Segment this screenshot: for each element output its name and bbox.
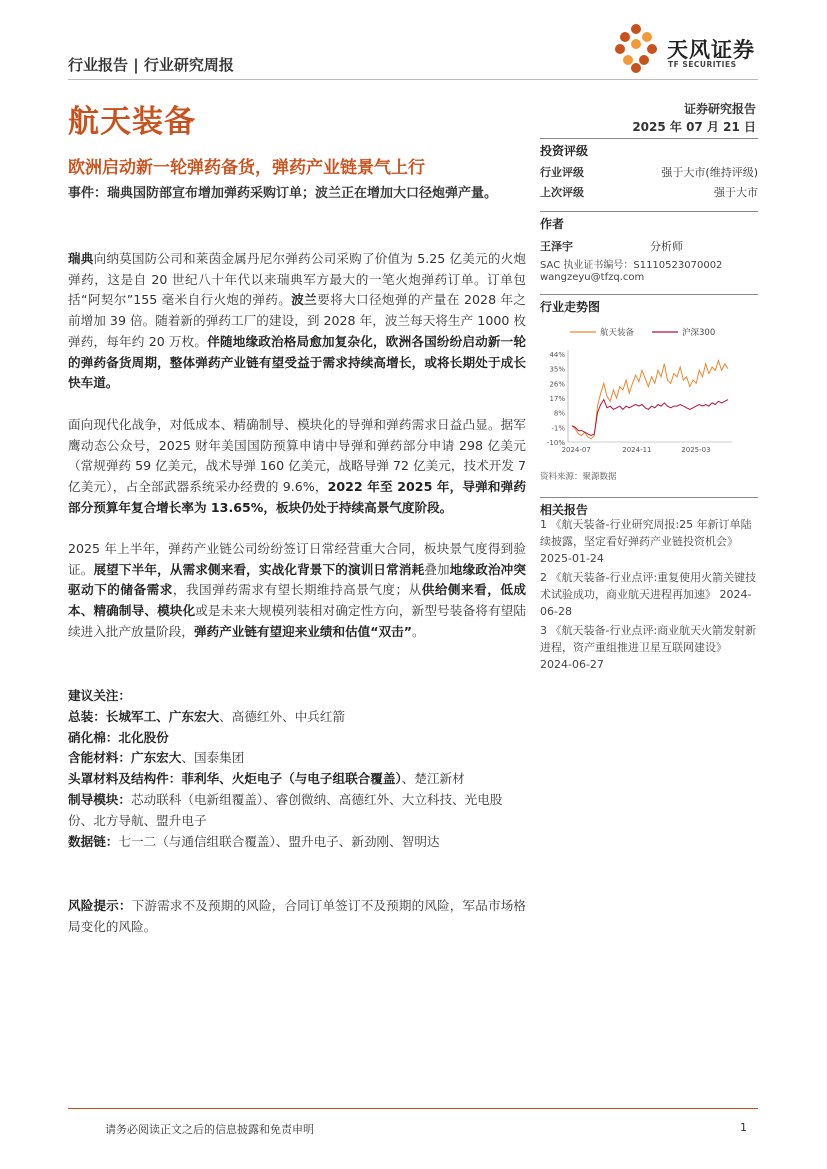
legend-label: 航天装备	[600, 328, 635, 338]
report-type: 证券研究报告	[683, 102, 756, 116]
recommend-rest: 、楚江新材	[401, 771, 465, 787]
recommend-bold: 北化股份	[118, 729, 169, 745]
bold-text: 地缘政治冲突驱动下的储备需求	[68, 561, 527, 598]
recommend-rest: 、国泰集团	[181, 750, 245, 766]
bold-text: 瑞典	[68, 251, 94, 266]
related-block	[540, 497, 758, 518]
y-tick-label: 17%	[549, 395, 565, 403]
page-number: 1	[740, 1121, 747, 1134]
prev-rating-label: 上次评级	[540, 186, 584, 199]
bold-text: 波兰	[291, 292, 318, 308]
bold-text: 2022 年至 2025 年，导弹和弹药部分预算年复合增长率为 13.65%，板块仍处于持续高景气度阶段。	[68, 479, 526, 515]
event-summary: 事件：瑞典国防部宣布增加弹药采购订单；波兰正在增加大口径炮弹产量。	[68, 186, 498, 201]
sector-title: 航天装备	[68, 104, 196, 140]
legend-label: 沪深300	[682, 328, 716, 338]
y-tick-label: 8%	[553, 409, 565, 418]
divider	[540, 497, 758, 498]
recommend-rest: 、高德红外、中兵红箭	[219, 708, 346, 724]
y-tick-label: 35%	[549, 365, 565, 374]
author-head: 作者	[540, 217, 565, 231]
logo-en: TF SECURITIES	[668, 60, 737, 69]
tf-logo-icon	[610, 22, 662, 74]
y-tick-label: -10%	[546, 439, 565, 447]
footer-disclaimer[interactable]: 请务必阅读正文之后的信息披露和免责申明	[105, 1123, 314, 1136]
bold-text: 伴随地缘政治格局愈加复杂化，欧洲各国纷纷启动新一轮的弹药备货周期，整体弹药产业链有望受益于需求持续高增长，或将长期处于成长快车道。	[68, 333, 526, 391]
rating-head: 投资评级	[540, 144, 589, 158]
y-tick-label: -1%	[551, 424, 565, 433]
related-list	[540, 516, 758, 675]
recommend-label: 硝化棉：	[68, 729, 119, 745]
text: 面向现代化战争，对低成本、精确制导、模块化的导弹和弹药需求日益凸显。据军鹰动态公众号，2025 财年美国国防预算申请中导弹和弹药部分申请 298 亿美元（常规弹药 59 亿美元，战术导弹 160 亿美元，战略导弹 72 亿美元，技术开发 7 亿美元），占全部武器系统采办经费的 9.6%，	[68, 417, 526, 495]
divider	[540, 138, 758, 139]
author-row	[540, 238, 758, 254]
bold-text: 供给侧来看，低成本、精确制导、模块化	[68, 582, 527, 619]
text: 要将大口径炮弹的产量在 2028 年之前增加 39 倍。随着新的弹药工厂的建设，到 2028 年，波兰每天将生产 1000 枚弹药，每年约 20 万枚。	[68, 292, 527, 349]
recommend-item	[68, 832, 526, 853]
text: 或是未来大规模列装相对确定性方向，新型号装备将有望陆续进入批产放量阶段，	[68, 603, 527, 639]
recommend-bold: 长城军工、广东宏大	[105, 708, 220, 724]
divider	[540, 294, 758, 295]
recommend-label: 头罩材料及结构件：	[68, 771, 182, 787]
recommend-item	[68, 748, 526, 769]
text: 叠加	[424, 561, 450, 577]
rating-row	[540, 164, 758, 180]
chart-source: 资料来源：聚源数据	[540, 472, 617, 482]
rating-block	[540, 138, 758, 200]
recommend-rest: 七一二（与通信组联合覆盖）、盟升电子、新劲刚、智明达	[118, 833, 440, 849]
related-report-item[interactable]: 1 《航天装备-行业研究周报:25 年新订单陆续披露，坚定看好弹药产业链投资机会》 2025-01-24	[540, 518, 752, 565]
rating-value: 强于大市(维持评级)	[661, 166, 758, 179]
text: ，我国弹药需求有望长期维持高景气度；从	[172, 582, 422, 598]
recommend-label: 总装：	[68, 708, 106, 724]
author-block	[540, 211, 758, 283]
x-tick-label: 2025-03	[681, 446, 711, 454]
series-line	[572, 400, 728, 436]
section-title: 欧洲启动新一轮弹药备货，弹药产业链景气上行	[68, 158, 425, 178]
prev-rating-row	[540, 184, 758, 200]
recommend-item	[68, 728, 526, 749]
related-report-item[interactable]: 3 《航天装备-行业点评:商业航天火箭发射新进程，资产重组推进卫星互联网建设》 2024-06-27	[540, 624, 757, 671]
body-paragraph-2	[68, 415, 526, 519]
risk-section	[68, 896, 526, 938]
recommend-bold: 广东宏大	[130, 750, 182, 766]
y-tick-label: 44%	[549, 351, 565, 359]
author-name: 王泽宇	[540, 240, 573, 253]
x-tick-label: 2024-11	[622, 446, 652, 454]
recommend-item	[68, 769, 526, 790]
risk-label: 风险提示：	[68, 898, 132, 913]
risk-text: 下游需求不及预期的风险，合同订单签订不及预期的风险，军品市场格局变化的风险。	[68, 898, 527, 934]
recommend-list	[68, 707, 526, 853]
header-title: 行业报告 | 行业研究周报	[68, 56, 234, 74]
related-head: 相关报告	[540, 503, 589, 517]
author-email[interactable]: wangzeyu@tfzq.com	[540, 272, 645, 283]
trend-head: 行业走势图	[540, 300, 601, 314]
header-divider	[68, 79, 758, 80]
recommend-label: 制导模块：	[68, 791, 131, 807]
body-paragraph-3	[68, 539, 526, 643]
recommend-item	[68, 707, 526, 728]
divider	[540, 211, 758, 212]
author-role: 分析师	[650, 240, 683, 253]
report-date: 2025 年 07 月 21 日	[632, 120, 756, 134]
recommend-title: 建议关注：	[68, 688, 131, 703]
bold-text: 弹药产业链有望迎来业绩和估值“双击”	[193, 623, 412, 639]
recommend-item	[68, 790, 526, 832]
body-paragraph-1	[68, 249, 526, 394]
footer-divider	[68, 1108, 758, 1109]
text: 向纳莫国防公司和莱茵金属丹尼尔弹药公司采购了价值为 5.25 亿美元的火炮弹药，这是自 20 世纪八十年代以来瑞典军方最大的一笔火炮弹药订单。订单包括“阿契尔”155 毫米自行火炮的弹药。	[68, 251, 526, 308]
x-tick-label: 2024-07	[561, 446, 591, 454]
trend-chart	[540, 320, 758, 455]
trend-block	[540, 294, 758, 315]
bold-text: 展望下半年，从需求侧来看，实战化背景下的演训日常消耗	[93, 561, 425, 577]
recommend-bold: 菲利华、火炬电子（与电子组联合覆盖）	[181, 771, 402, 787]
y-tick-label: 26%	[549, 380, 565, 389]
recommend-label: 数据链：	[68, 833, 119, 849]
text: 2025 年上半年，弹药产业链公司纷纷签订日常经营重大合同，板块景气度得到验证。	[68, 541, 526, 577]
recommend-label: 含能材料：	[68, 750, 131, 766]
rating-label: 行业评级	[540, 166, 584, 179]
logo-cn: 天风证券	[667, 38, 755, 62]
author-sac: SAC 执业证书编号：S1110523070002	[540, 260, 723, 271]
recommend-rest: 芯动联科（电新组覆盖）、睿创微纳、高德红外、大立科技、光电股份、北方导航、盟升电子	[68, 791, 503, 828]
text: 。	[412, 623, 425, 639]
prev-rating-value: 强于大市	[714, 186, 758, 199]
recommend-section	[68, 686, 526, 852]
related-report-item[interactable]: 2 《航天装备-行业点评:重复使用火箭关键技术试验成功，商业航天进程再加速》 2024-06-28	[540, 571, 757, 618]
